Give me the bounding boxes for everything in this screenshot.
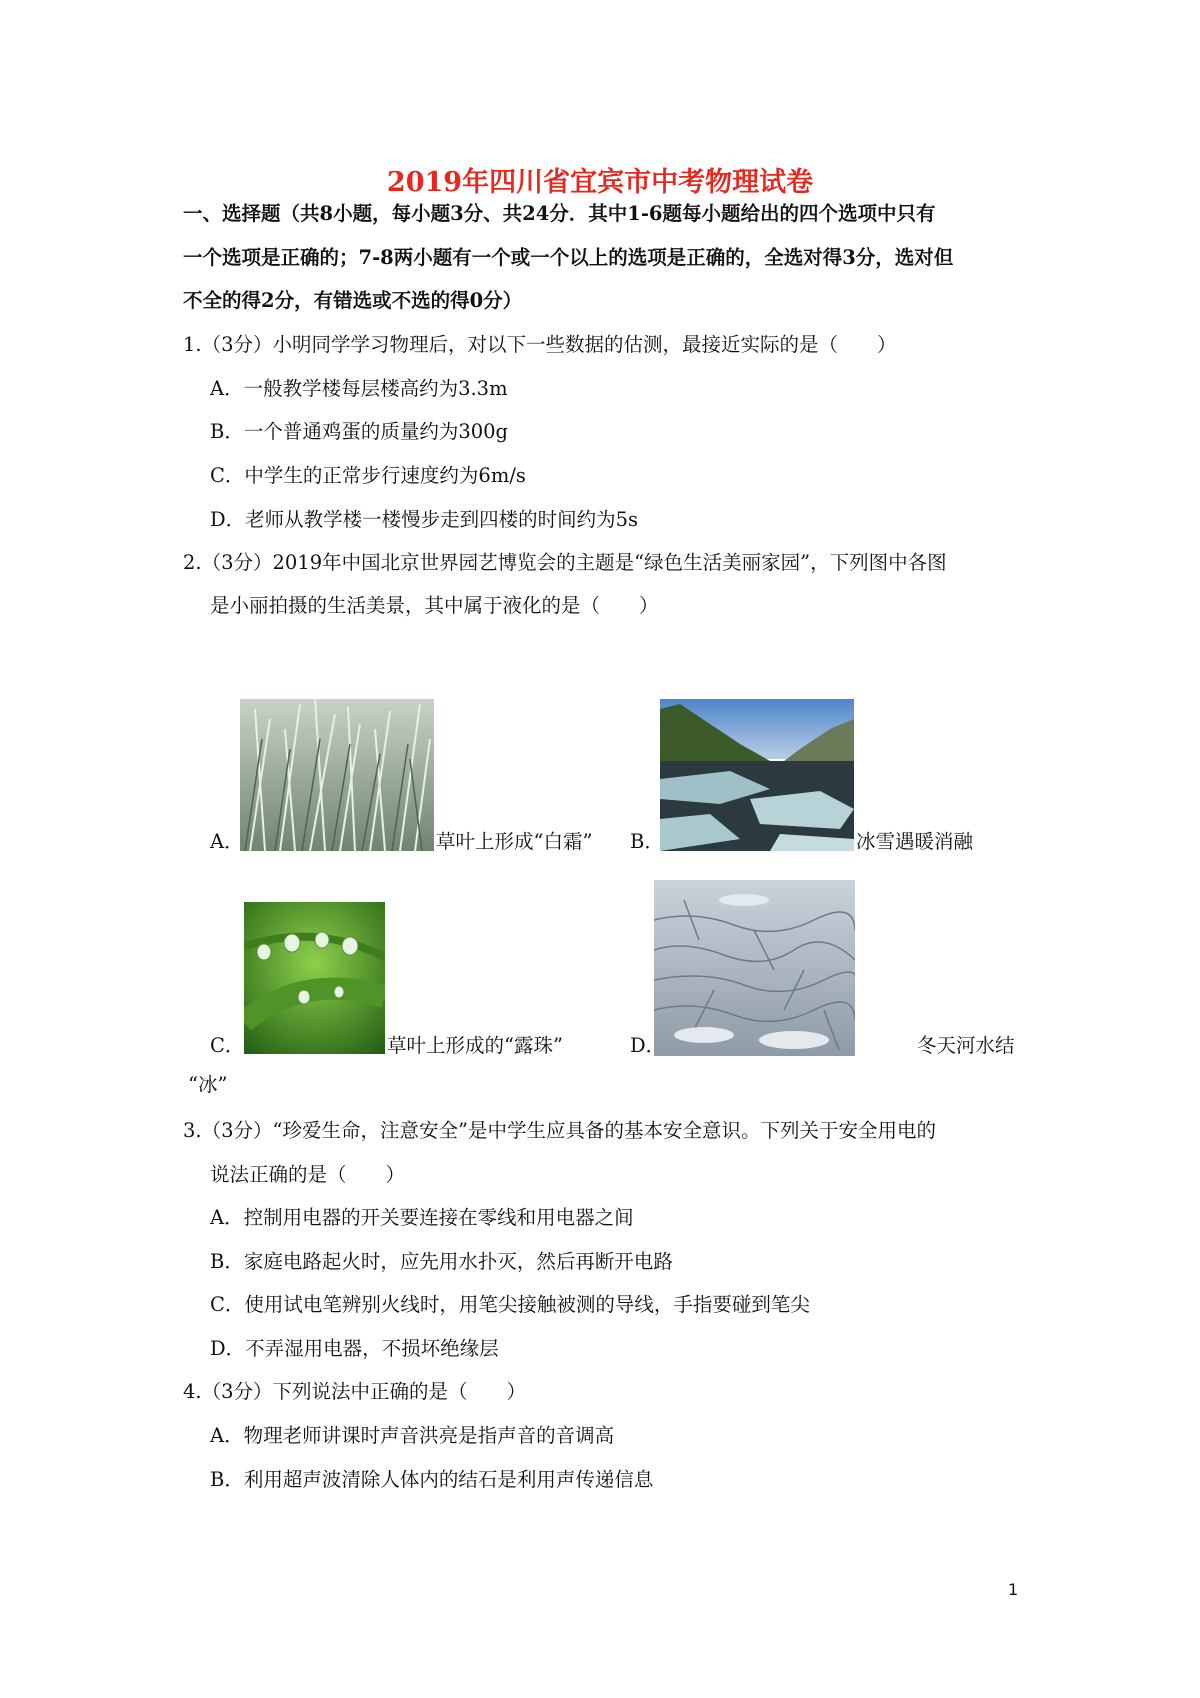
- q2-stem-line-1: 2.（3分）2019年中国北京世界园艺博览会的主题是“绿色生活美丽家园”，下列图中各图: [183, 551, 947, 574]
- q2-option-a-letter: A．: [210, 830, 244, 853]
- dew-drops-photo: [244, 902, 385, 1054]
- q4-option-a: A．物理老师讲课时声音洪亮是指声音的音调高: [210, 1424, 615, 1447]
- q4-stem: 4.（3分）下列说法中正确的是（ ）: [183, 1380, 527, 1403]
- q2-option-d-letter: D．: [630, 1034, 666, 1057]
- q2-option-d-caption: 冬天河水结: [917, 1034, 1015, 1057]
- q1-option-a: A．一般教学楼每层楼高约为3.3m: [210, 377, 508, 400]
- q2-option-c-letter: C．: [210, 1034, 245, 1057]
- section-heading-line-2: 一个选项是正确的；7-8两小题有一个或一个以上的选项是正确的，全选对得3分，选对但: [183, 246, 954, 269]
- page-number: 1: [1008, 1580, 1019, 1599]
- q1-option-b: B．一个普通鸡蛋的质量约为300g: [210, 420, 509, 443]
- q2-option-c-caption: 草叶上形成的“露珠”: [387, 1034, 563, 1057]
- q3-option-d: D．不弄湿用电器，不损坏绝缘层: [210, 1337, 499, 1360]
- melting-ice-photo: [660, 699, 854, 851]
- q2-option-a-caption: 草叶上形成“白霜”: [436, 830, 593, 853]
- q3-stem-line-1: 3.（3分）“珍爱生命，注意安全”是中学生应具备的基本安全意识。下列关于安全用电的: [183, 1119, 936, 1142]
- frost-grass-photo: [240, 699, 434, 851]
- q2-stem-line-2: 是小丽拍摄的生活美景，其中属于液化的是（ ）: [210, 594, 659, 617]
- q1-option-d: D．老师从教学楼一楼慢步走到四楼的时间约为5s: [210, 508, 639, 531]
- section-heading-line-1: 一、选择题（共8小题，每小题3分、共24分．其中1-6题每小题给出的四个选项中只有: [183, 202, 936, 225]
- q2-option-d-caption-cont: “冰”: [188, 1073, 228, 1096]
- section-heading-line-3: 不全的得2分，有错选或不选的得0分）: [183, 289, 523, 312]
- page-title: 2019年四川省宜宾市中考物理试卷: [386, 167, 814, 198]
- q2-option-b-letter: B．: [630, 830, 664, 853]
- q3-option-a: A．控制用电器的开关要连接在零线和用电器之间: [210, 1206, 634, 1229]
- q3-stem-line-2: 说法正确的是（ ）: [210, 1163, 406, 1186]
- q1-stem: 1.（3分）小明同学学习物理后，对以下一些数据的估测，最接近实际的是（ ）: [183, 333, 897, 356]
- q4-option-b: B．利用超声波清除人体内的结石是利用声传递信息: [210, 1468, 654, 1491]
- q1-option-c: C．中学生的正常步行速度约为6m/s: [210, 464, 526, 487]
- q2-option-b-caption: 冰雪遇暖消融: [856, 830, 974, 853]
- q3-option-c: C．使用试电笔辨别火线时，用笔尖接触被测的导线，手指要碰到笔尖: [210, 1293, 810, 1316]
- frozen-river-photo: [654, 880, 855, 1056]
- q3-option-b: B．家庭电路起火时，应先用水扑灭，然后再断开电路: [210, 1250, 673, 1273]
